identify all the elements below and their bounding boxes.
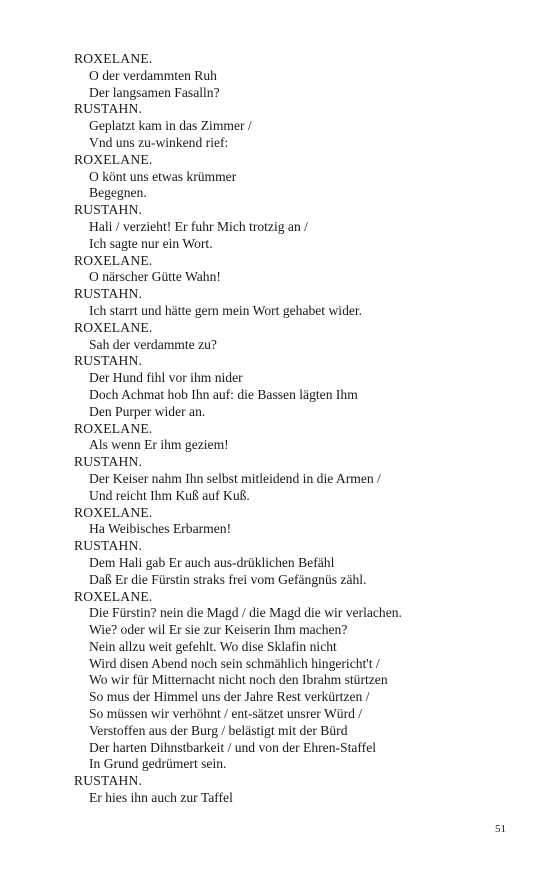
verse-line: Der harten Dihnstbarkeit / und von der Ehren-Staffel (89, 739, 377, 755)
verse-line: Die Fürstin? nein die Magd / die Magd die wir verlachen. (89, 605, 402, 621)
verse-line: Geplatzt kam in das Zimmer / (89, 118, 252, 134)
verse-line: Ha Weibisches Erbarmen! (89, 521, 232, 537)
verse-line: Nein allzu weit gefehlt. Wo dise Sklafin nicht (89, 638, 337, 654)
verse-line: Den Purper wider an. (89, 403, 206, 419)
speaker-name: RUSTAHN. (74, 773, 143, 789)
verse-line: O närscher Gütte Wahn! (89, 269, 221, 285)
verse-line: O der verdammten Ruh (89, 67, 217, 83)
verse-line: Dem Hali gab Er auch aus-drüklichen Befähl (89, 554, 335, 570)
verse-line: Und reicht Ihm Kuß auf Kuß. (89, 487, 250, 503)
speaker-name: ROXELANE. (74, 252, 153, 268)
speaker-name: ROXELANE. (74, 51, 153, 66)
verse-line: In Grund gedrümert sein. (89, 756, 227, 772)
speaker-name: RUSTAHN. (74, 454, 143, 470)
speaker-name: RUSTAHN. (74, 101, 143, 117)
speaker-name: RUSTAHN. (74, 538, 143, 554)
verse-line: Ich sagte nur ein Wort. (89, 235, 213, 251)
speaker-name: RUSTAHN. (74, 353, 143, 369)
verse-line: Der langsamen Fasalln? (89, 84, 220, 100)
page-text (74, 51, 514, 807)
speaker-name: RUSTAHN. (74, 286, 143, 302)
verse-line: Ich starrt und hätte gern mein Wort gehabet wider. (89, 302, 363, 318)
verse-line: Sah der verdammte zu? (89, 336, 217, 352)
verse-line: Daß Er die Fürstin straks frei vom Gefängnüs zähl. (89, 571, 367, 587)
verse-line: Als wenn Er ihm geziem! (89, 437, 229, 453)
verse-line: Wird disen Abend noch sein schmählich hingericht't / (89, 655, 380, 671)
page-number: 51 (495, 823, 506, 835)
verse-line: Wie? oder wil Er sie zur Keiserin Ihm machen? (89, 622, 348, 638)
verse-line: Der Keiser nahm Ihn selbst mitleidend in die Armen / (89, 470, 381, 486)
speaker-name: ROXELANE. (74, 504, 153, 520)
speaker-name: ROXELANE. (74, 151, 153, 167)
verse-line: Vnd uns zu-winkend rief: (89, 134, 229, 150)
speaker-name: ROXELANE. (74, 420, 153, 436)
verse-line: So müssen wir verhöhnt / ent-sätzet unsrer Würd / (89, 706, 363, 722)
verse-line: Begegnen. (89, 185, 147, 201)
speaker-name: ROXELANE. (74, 319, 153, 335)
verse-line: Er hies ihn auch zur Taffel (89, 790, 233, 806)
verse-line: Verstoffen aus der Burg / belästigt mit der Bürd (89, 722, 348, 738)
verse-line: Doch Achmat hob Ihn auf: die Bassen lägten Ihm (89, 386, 358, 402)
speaker-name: ROXELANE. (74, 588, 153, 604)
verse-line: So mus der Himmel uns der Jahre Rest verkürtzen / (89, 689, 370, 705)
verse-line: O könt uns etwas krümmer (89, 168, 237, 184)
verse-line: Hali / verzieht! Er fuhr Mich trotzig an / (89, 218, 308, 234)
verse-line: Der Hund fihl vor ihm nider (89, 370, 243, 386)
verse-line: Wo wir für Mitternacht nicht noch den Ibrahm stürtzen (89, 672, 388, 688)
speaker-name: RUSTAHN. (74, 202, 143, 218)
